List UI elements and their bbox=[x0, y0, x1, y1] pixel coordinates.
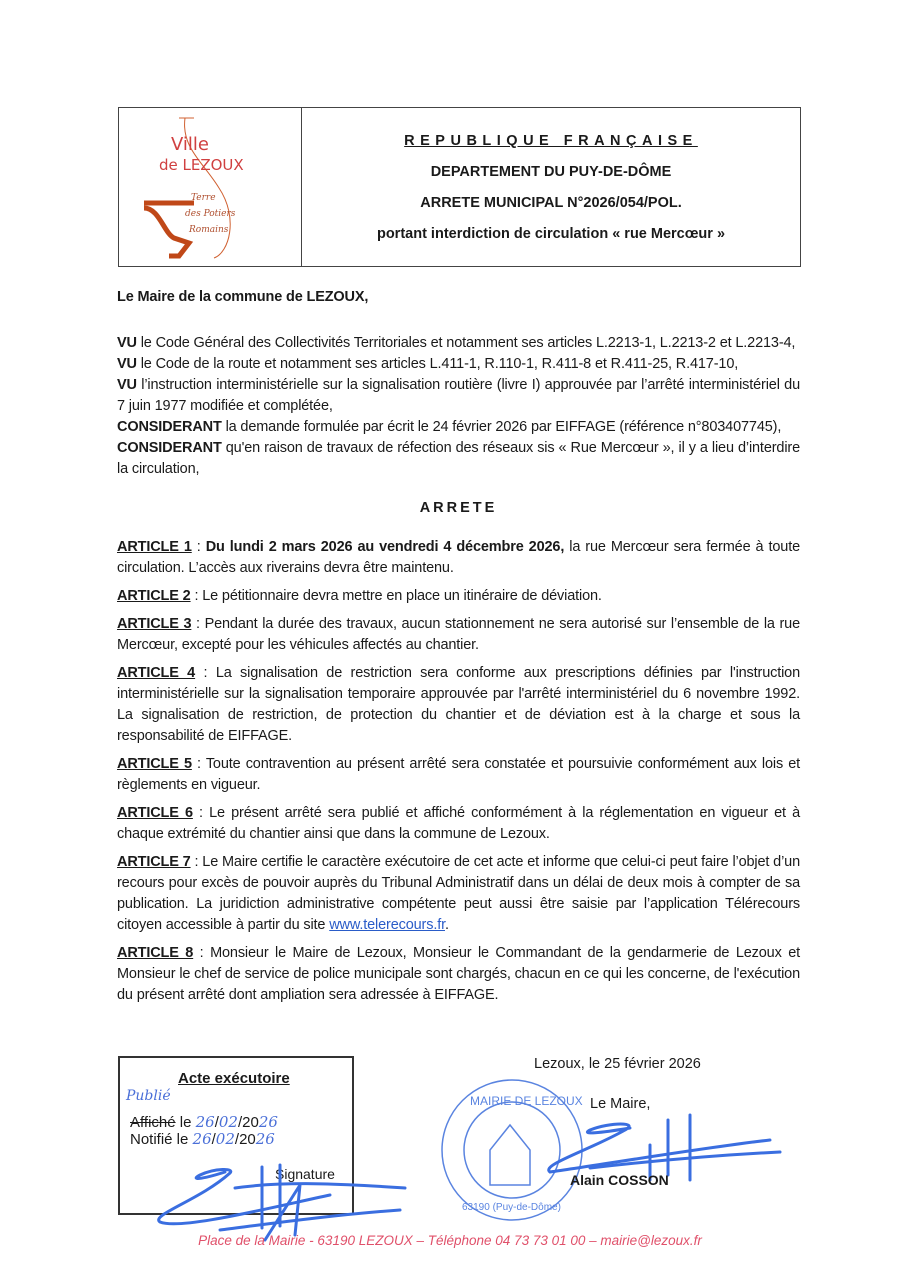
svg-text:Ville: Ville bbox=[171, 134, 209, 155]
article-4: ARTICLE 4 : La signalisation de restriction sera conforme aux prescriptions définies par l'instruction interministérielle sur la signalisation temporaire approuvée par l'arrêté interministériel du 6 novembre 1992. La signalisation de restriction, de protection du chantier et de déviation est à la charge et sous la responsabilité de EIFFAGE. bbox=[117, 665, 801, 744]
signature-label: Signature bbox=[275, 1166, 335, 1182]
mayor-title: Le Maire, bbox=[590, 1096, 651, 1112]
decree-number: ARRETE MUNICIPAL N°2026/054/POL. bbox=[420, 194, 682, 211]
considerant-1: CONSIDERANT la demande formulée par écrit le 24 février 2026 par EIFFAGE (référence n°803407745), bbox=[117, 419, 782, 435]
article-1: ARTICLE 1 : Du lundi 2 mars 2026 au vendredi 4 décembre 2026, la rue Mercœur sera fermée à toute circulation. L’accès aux riverains devra être maintenu. bbox=[117, 539, 800, 576]
stamp-title: Acte exécutoire bbox=[178, 1070, 290, 1087]
notified-line: Notifié le 26/02/2026 bbox=[130, 1130, 275, 1148]
department-heading: DEPARTEMENT DU PUY-DE-DÔME bbox=[430, 163, 672, 180]
city-logo bbox=[119, 108, 302, 266]
telerecours-link[interactable]: www.telerecours.fr bbox=[329, 917, 445, 933]
republic-heading: REPUBLIQUE FRANÇAISE bbox=[404, 132, 698, 149]
place-date: Lezoux, le 25 février 2026 bbox=[534, 1056, 701, 1072]
mayor-name: Alain COSSON bbox=[570, 1172, 669, 1188]
footer-contact: Place de la Mairie - 63190 LEZOUX – Téléphone 04 73 73 01 00 – mairie@lezoux.fr bbox=[198, 1233, 702, 1248]
svg-text:des Potiers: des Potiers bbox=[185, 209, 236, 219]
svg-text:de LEZOUX: de LEZOUX bbox=[159, 156, 244, 174]
decree-subject: portant interdiction de circulation « rue Mercœur » bbox=[376, 225, 726, 242]
svg-text:Romains: Romains bbox=[189, 225, 229, 235]
seal-text: MAIRIE DE LEZOUX bbox=[470, 1094, 583, 1108]
article-6: ARTICLE 6 : Le présent arrêté sera publié et affiché conformément à la réglementation en vigueur et à chaque extrémité du chantier ainsi que dans la commune de Lezoux. bbox=[117, 805, 801, 842]
mairie-seal-icon bbox=[442, 1080, 582, 1220]
posted-line: Affiché le 26/02/2026 bbox=[130, 1113, 278, 1131]
article-5: ARTICLE 5 : Toute contravention au présent arrêté sera constatée et poursuivie conformément aux lois et règlements en vigueur. bbox=[117, 756, 800, 793]
article-2: ARTICLE 2 : Le pétitionnaire devra mettre en place un itinéraire de déviation. bbox=[117, 588, 602, 604]
document-body bbox=[117, 287, 800, 1013]
header-box bbox=[118, 107, 801, 267]
article-8: ARTICLE 8 : Monsieur le Maire de Lezoux, Monsieur le Commandant de la gendarmerie de Lezoux et Monsieur le chef de service de police municipale sont chargés, chacun en ce qui les concerne, de l'exécution du présent arrêté dont ampliation sera adressée à EIFFAGE. bbox=[117, 945, 800, 1003]
arrete-heading: ARRETE bbox=[419, 500, 498, 516]
svg-text:Terre: Terre bbox=[191, 193, 216, 203]
considerant-2: CONSIDERANT qu'en raison de travaux de réfection des réseaux sis « Rue Mercœur », il y a lieu d’interdire la circulation, bbox=[117, 440, 800, 477]
vu-2: VU le Code de la route et notamment ses articles L.411-1, R.110-1, R.411-8 et R.411-25, R.417-10, bbox=[117, 356, 739, 372]
signature-right-icon bbox=[549, 1115, 780, 1180]
article-7: ARTICLE 7 : Le Maire certifie le caractère exécutoire de cet acte et informe que celui-ci peut faire l’objet d’un recours pour excès de pouvoir auprès du Tribunal Administratif dans un délai de deux mois à compter de sa publication. La juridiction administrative compétente peut aussi être saisie par l’application Télérecours citoyen accessible à partir du site www.telerecours.fr. bbox=[117, 854, 801, 933]
published-handwritten: Publié bbox=[126, 1088, 171, 1104]
vu-3: VU l’instruction interministérielle sur la signalisation routière (livre I) approuvée par l’arrêté interministériel du 7 juin 1977 modifiée et complétée, bbox=[117, 377, 800, 414]
seal-bottom-text: 63190 (Puy-de-Dôme) bbox=[462, 1202, 561, 1213]
article-3: ARTICLE 3 : Pendant la durée des travaux, aucun stationnement ne sera autorisé sur l’ensemble de la rue Mercœur, excepté pour les véhicules affectés au chantier. bbox=[117, 616, 800, 653]
executory-stamp bbox=[118, 1056, 354, 1215]
logo-vase-icon bbox=[119, 108, 301, 266]
vu-1: VU le Code Général des Collectivités Territoriales et notamment ses articles L.2213-1, L.2213-2 et L.2213-4, bbox=[117, 335, 796, 351]
mayor-intro: Le Maire de la commune de LEZOUX, bbox=[117, 289, 369, 305]
